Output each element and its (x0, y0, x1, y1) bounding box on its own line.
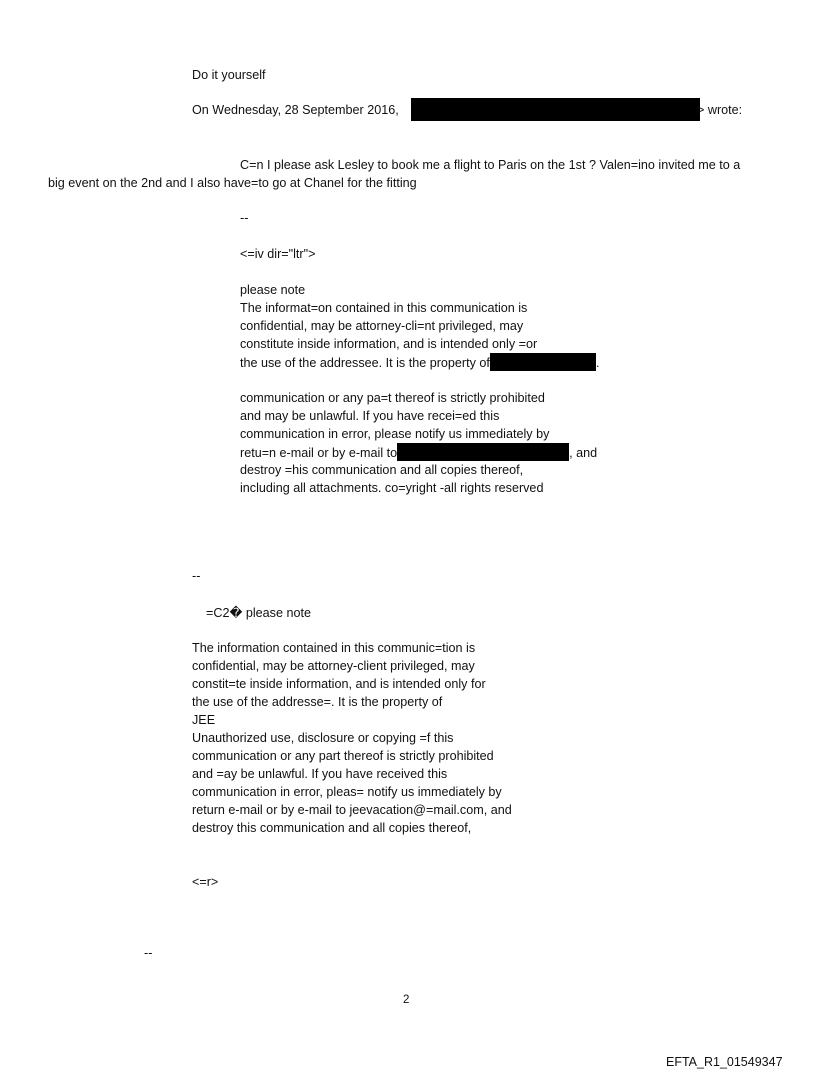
disclaimer-1 (240, 281, 599, 497)
disclaimer-2-line: communication or any part thereof is strictly prohibited (192, 749, 494, 763)
disclaimer-2-line: constit=te inside information, and is intended only for (192, 677, 486, 691)
separator-dashes: -- (144, 946, 153, 960)
disclaimer-1-property-line (240, 353, 599, 371)
disclaimer-1-line: communication or any pa=t thereof is strictly prohibited (240, 391, 545, 405)
br-tag-line: <=r> (192, 875, 219, 889)
message-line-2: big event on the 2nd and I also have=to go at Chanel for the fitting (48, 176, 417, 190)
disclaimer-1-line: including all attachments. co=yright -all rights reserved (240, 481, 544, 495)
page-number: 2 (403, 994, 410, 1006)
disclaimer-2-line: JEE (192, 713, 216, 727)
disclaimer-2-line: return e-mail or by e-mail to jeevacation@=mail.com, and (192, 803, 512, 817)
return-suffix: , and (569, 446, 598, 460)
redaction-property-owner (490, 353, 596, 371)
disclaimer-2-line: destroy this communication and all copies thereof, (192, 821, 472, 835)
disclaimer-1-line: constitute inside information, and is intended only =or (240, 337, 538, 351)
disclaimer-2-line: confidential, may be attorney-client privileged, may (192, 659, 475, 673)
message-line-1: C=n I please ask Lesley to book me a flight to Paris on the 1st ? Valen=ino invited me to a (240, 158, 741, 172)
disclaimer-1-line: communication in error, please notify us immediately by (240, 427, 550, 441)
c2-please-note: =C2� please note (206, 606, 311, 620)
property-prefix: the use of the addressee. It is the property of (240, 356, 490, 370)
disclaimer-2-line: and =ay be unlawful. If you have received this (192, 767, 448, 781)
disclaimer-2-line: the use of the addresse=. It is the property of (192, 695, 443, 709)
disclaimer-1-line: and may be unlawful. If you have recei=ed this (240, 409, 500, 423)
redaction-email-address (397, 443, 569, 461)
disclaimer-2-line: Unauthorized use, disclosure or copying =f this (192, 731, 454, 745)
wrote-label: > wrote: (697, 103, 743, 117)
disclaimer-1-line: confidential, may be attorney-cli=nt privileged, may (240, 319, 524, 333)
disclaimer-1-heading: please note (240, 283, 306, 297)
disclaimer-1-return-line (240, 443, 599, 461)
div-tag-line: <=iv dir="ltr"> (240, 247, 316, 261)
blank-line (240, 371, 599, 389)
disclaimer-2-line: The information contained in this communic=tion is (192, 641, 476, 655)
disclaimer-2 (192, 639, 512, 837)
property-suffix: . (595, 356, 600, 370)
bates-number: EFTA_R1_01549347 (666, 1055, 783, 1069)
do-it-yourself-line: Do it yourself (192, 68, 266, 82)
disclaimer-1-line: destroy =his communication and all copies thereof, (240, 463, 524, 477)
separator-dashes: -- (192, 569, 201, 583)
on-wednesday-line: On Wednesday, 28 September 2016, (192, 103, 399, 117)
separator-dashes: -- (240, 211, 249, 225)
disclaimer-1-line: The informat=on contained in this communication is (240, 301, 528, 315)
disclaimer-2-line: communication in error, pleas= notify us immediately by (192, 785, 502, 799)
redaction-sender (411, 98, 700, 121)
return-prefix: retu=n e-mail or by e-mail to (240, 446, 398, 460)
